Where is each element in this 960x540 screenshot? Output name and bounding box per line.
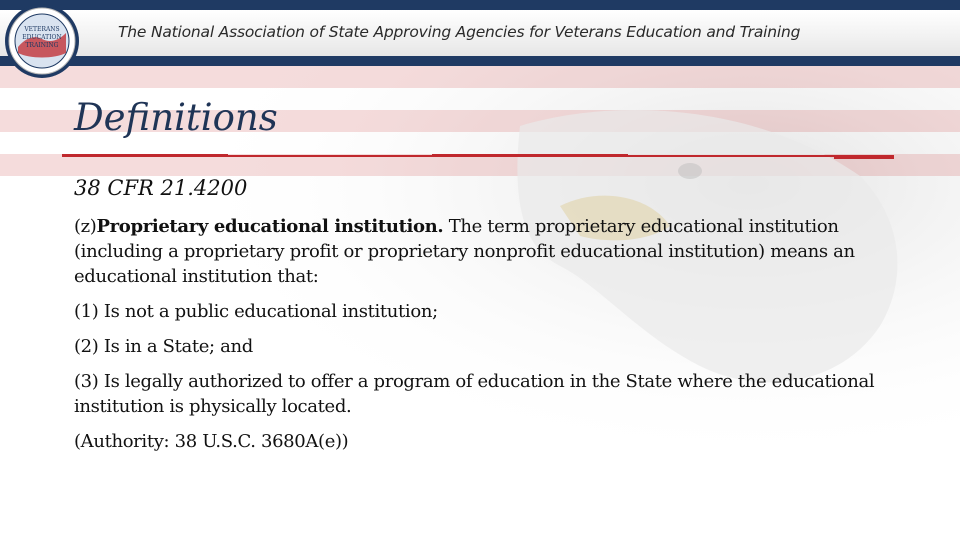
title-divider — [62, 150, 894, 162]
nasaa-seal-logo — [4, 3, 80, 79]
header-top-stripe — [0, 0, 960, 10]
definition-paragraph — [74, 214, 904, 289]
list-item: (1) Is not a public educational institution; — [74, 301, 438, 322]
definition-text: The term proprietary educational institution (including a proprietary profit or proprietary nonprofit educational institution) means an educational institution that: — [74, 216, 855, 287]
list-item: (3) Is legally authorized to offer a program of education in the State where the educational institution is physically located. — [74, 371, 875, 417]
header-bottom-stripe — [0, 56, 960, 66]
citation: 38 CFR 21.4200 — [74, 176, 248, 200]
svg-text:VETERANS: VETERANS — [24, 26, 60, 33]
svg-text:TRAINING: TRAINING — [25, 42, 59, 49]
svg-text:EDUCATION: EDUCATION — [22, 34, 62, 41]
page-title: Definitions — [74, 96, 278, 139]
definition-prefix: (z) — [74, 216, 97, 237]
defined-term: Proprietary educational institution. — [96, 216, 444, 237]
authority-citation: (Authority: 38 U.S.C. 3680A(e)) — [74, 431, 349, 452]
header-title: The National Association of State Approving Agencies for Veterans Education and Training — [118, 23, 801, 41]
list-item: (2) Is in a State; and — [74, 336, 253, 357]
slide-body — [74, 176, 904, 464]
